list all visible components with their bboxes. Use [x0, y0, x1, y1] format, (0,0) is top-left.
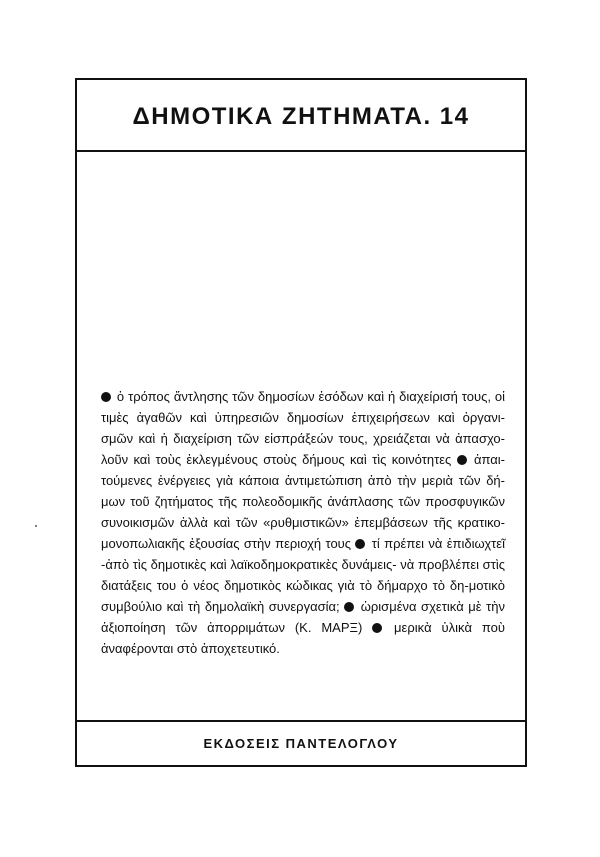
description-item: μερικὰ ὑλικὰ ποὺ ἀναφέρονται στὸ ἀποχετευτικό. — [101, 620, 505, 656]
bullet-icon — [355, 539, 365, 549]
publisher-band — [77, 720, 525, 765]
scan-speck — [35, 525, 37, 527]
publisher-name: ΕΚΔΟΣΕΙΣ ΠΑΝΤΕΛΟΓΛΟΥ — [203, 736, 399, 751]
description-item: ὁ τρόπος ἄντλησης τῶν δημοσίων ἐσόδων καὶ ἡ διαχείρισή τους, οἱ τιμὲς ἀγαθῶν καὶ ὑπηρεσιῶν δημοσίων ἐπιχειρήσεων καὶ ὀργανι-σμῶν καὶ ἡ διαχείριση τῶν εἰσπράξεών τους, χρειάζεται νὰ ἀπασχο-λοῦν καὶ τοὺς ἐκλεγμένους στοὺς δήμους καὶ τὶς κοινότητες — [101, 389, 505, 467]
bullet-icon — [101, 392, 111, 402]
cover-frame — [75, 78, 527, 767]
bullet-icon — [344, 602, 354, 612]
title-band — [77, 80, 525, 152]
description-item: ἀπαι-τούμενες ἐνέργειες γιὰ κάποια ἀντιμετώπιση ἀπὸ τὴν μεριὰ τῶν δή-μων τοῦ ζητήματος τῆς πολεοδομικῆς ἀνάπλασης τῶν προσφυγικῶν συνοικισμῶν ἀλλὰ καὶ τῶν «ρυθμιστικῶν» ἐπεμβάσεων τῆς κρατικο-μονοπωλιακῆς ἐξουσίας στὴν περιοχή τους — [101, 452, 505, 551]
description-item: τί πρέπει νὰ ἐπιδιωχτεῖ -ἀπὸ τὶς δημοτικὲς καὶ λαϊκοδημοκρατικὲς δυνάμεις- νὰ προβλέπει στὶς διατάξεις του ὁ νέος δημοτικὸς κώδικας γιὰ τὸ δήμαρχο τὸ δη-μοτικὸ συμβούλιο καὶ τὴ δημολαϊκὴ συνεργασία; — [101, 536, 505, 614]
series-title: ΔΗΜΟΤΙΚΑ ΖΗΤΗΜΑΤΑ. 14 — [132, 103, 470, 130]
description-item: ὡρισμένα σχετικὰ μὲ τὴν ἀξιοποίηση τῶν ἀπορριμάτων (Κ. ΜΑΡΞ) — [101, 599, 505, 635]
cover-description — [101, 386, 505, 659]
bullet-icon — [457, 455, 467, 465]
bullet-icon — [372, 623, 382, 633]
